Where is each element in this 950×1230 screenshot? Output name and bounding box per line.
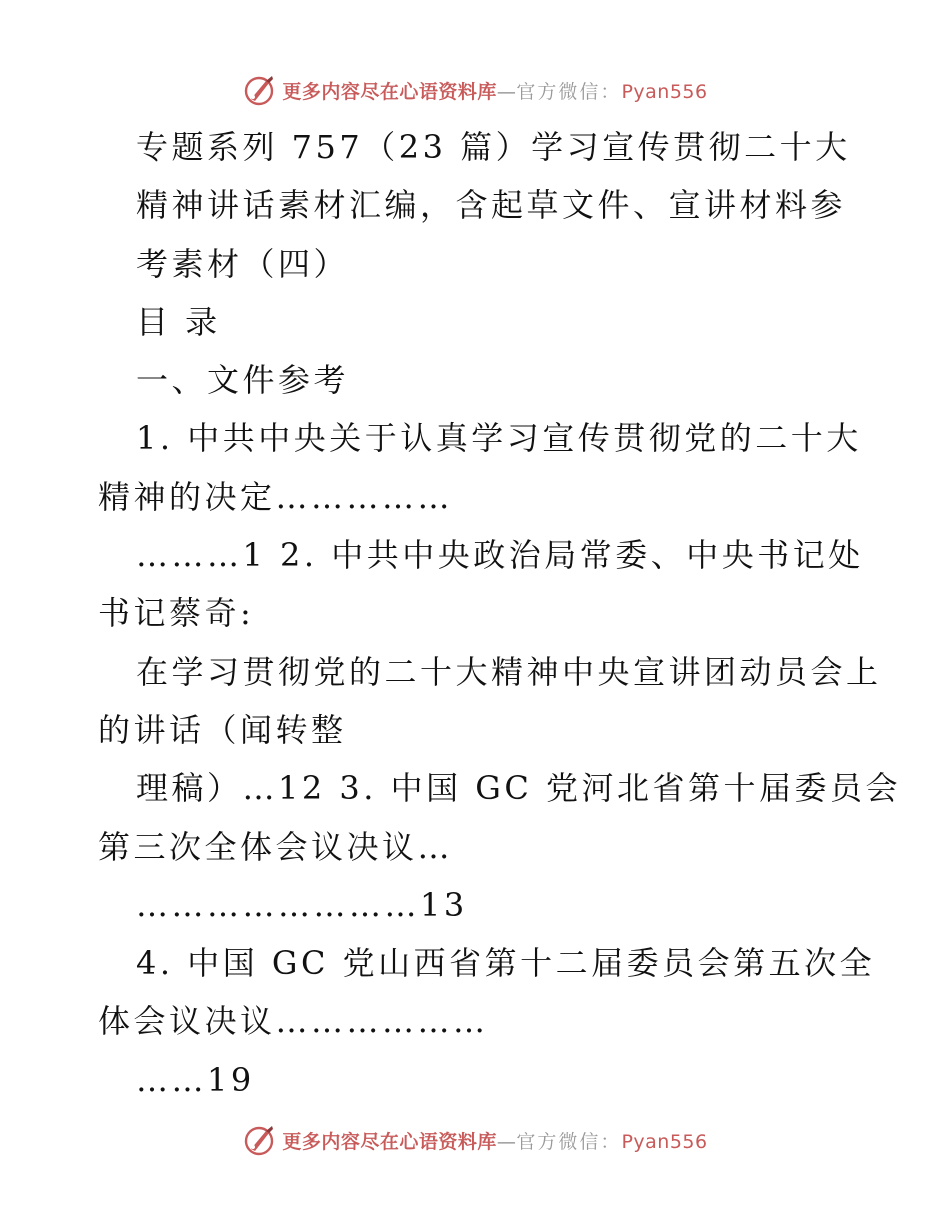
document-line: 第三次全体会议决议… [98, 827, 454, 866]
quill-pen-logo-icon [242, 1123, 276, 1157]
banner-wechat-label: 官方微信： [516, 1130, 622, 1153]
document-line: ………1 2. 中共中央政治局常委、中央书记处 [136, 536, 864, 575]
document-line: 的讲话（闻转整 [98, 710, 347, 749]
document-line: 1. 中共中央关于认真学习宣传贯彻党的二十大 [136, 419, 862, 458]
document-line: 专题系列 757（23 篇）学习宣传贯彻二十大 [136, 128, 851, 166]
document-line: 在学习贯彻党的二十大精神中央宣讲团动员会上 [136, 652, 882, 691]
document-line: ……19 [136, 1060, 255, 1099]
document-line: 精神讲话素材汇编，含起草文件、宣讲材料参 [136, 186, 847, 225]
document-line: 精神的决定…………… [98, 477, 454, 516]
document-body [98, 118, 901, 1109]
document-line: 书记蔡奇: [98, 594, 255, 633]
banner-separator: — [496, 80, 517, 103]
banner-text [282, 77, 707, 104]
document-line: 目 录 [136, 302, 221, 341]
banner-text [282, 1127, 707, 1154]
document-line: 考素材（四） [136, 244, 350, 283]
document-line: 体会议决议……………… [98, 1002, 489, 1041]
banner-wechat-label: 官方微信： [516, 80, 622, 103]
document-line: 一、文件参考 [136, 361, 350, 400]
document-line: ……………………13 [136, 885, 468, 924]
document-line: 4. 中国 GC 党山西省第十二届委员会第五次全 [136, 944, 876, 983]
header-banner [0, 70, 950, 110]
banner-brand: 更多内容尽在心语资料库 [282, 80, 497, 103]
banner-wechat-id: Pyan556 [621, 80, 708, 103]
quill-pen-logo-icon [242, 73, 276, 107]
footer-banner [0, 1120, 950, 1160]
document-line: 理稿）…12 3. 中国 GC 党河北省第十届委员会 [136, 769, 901, 808]
banner-brand: 更多内容尽在心语资料库 [282, 1130, 497, 1153]
banner-wechat-id: Pyan556 [621, 1130, 708, 1153]
banner-separator: — [496, 1130, 517, 1153]
